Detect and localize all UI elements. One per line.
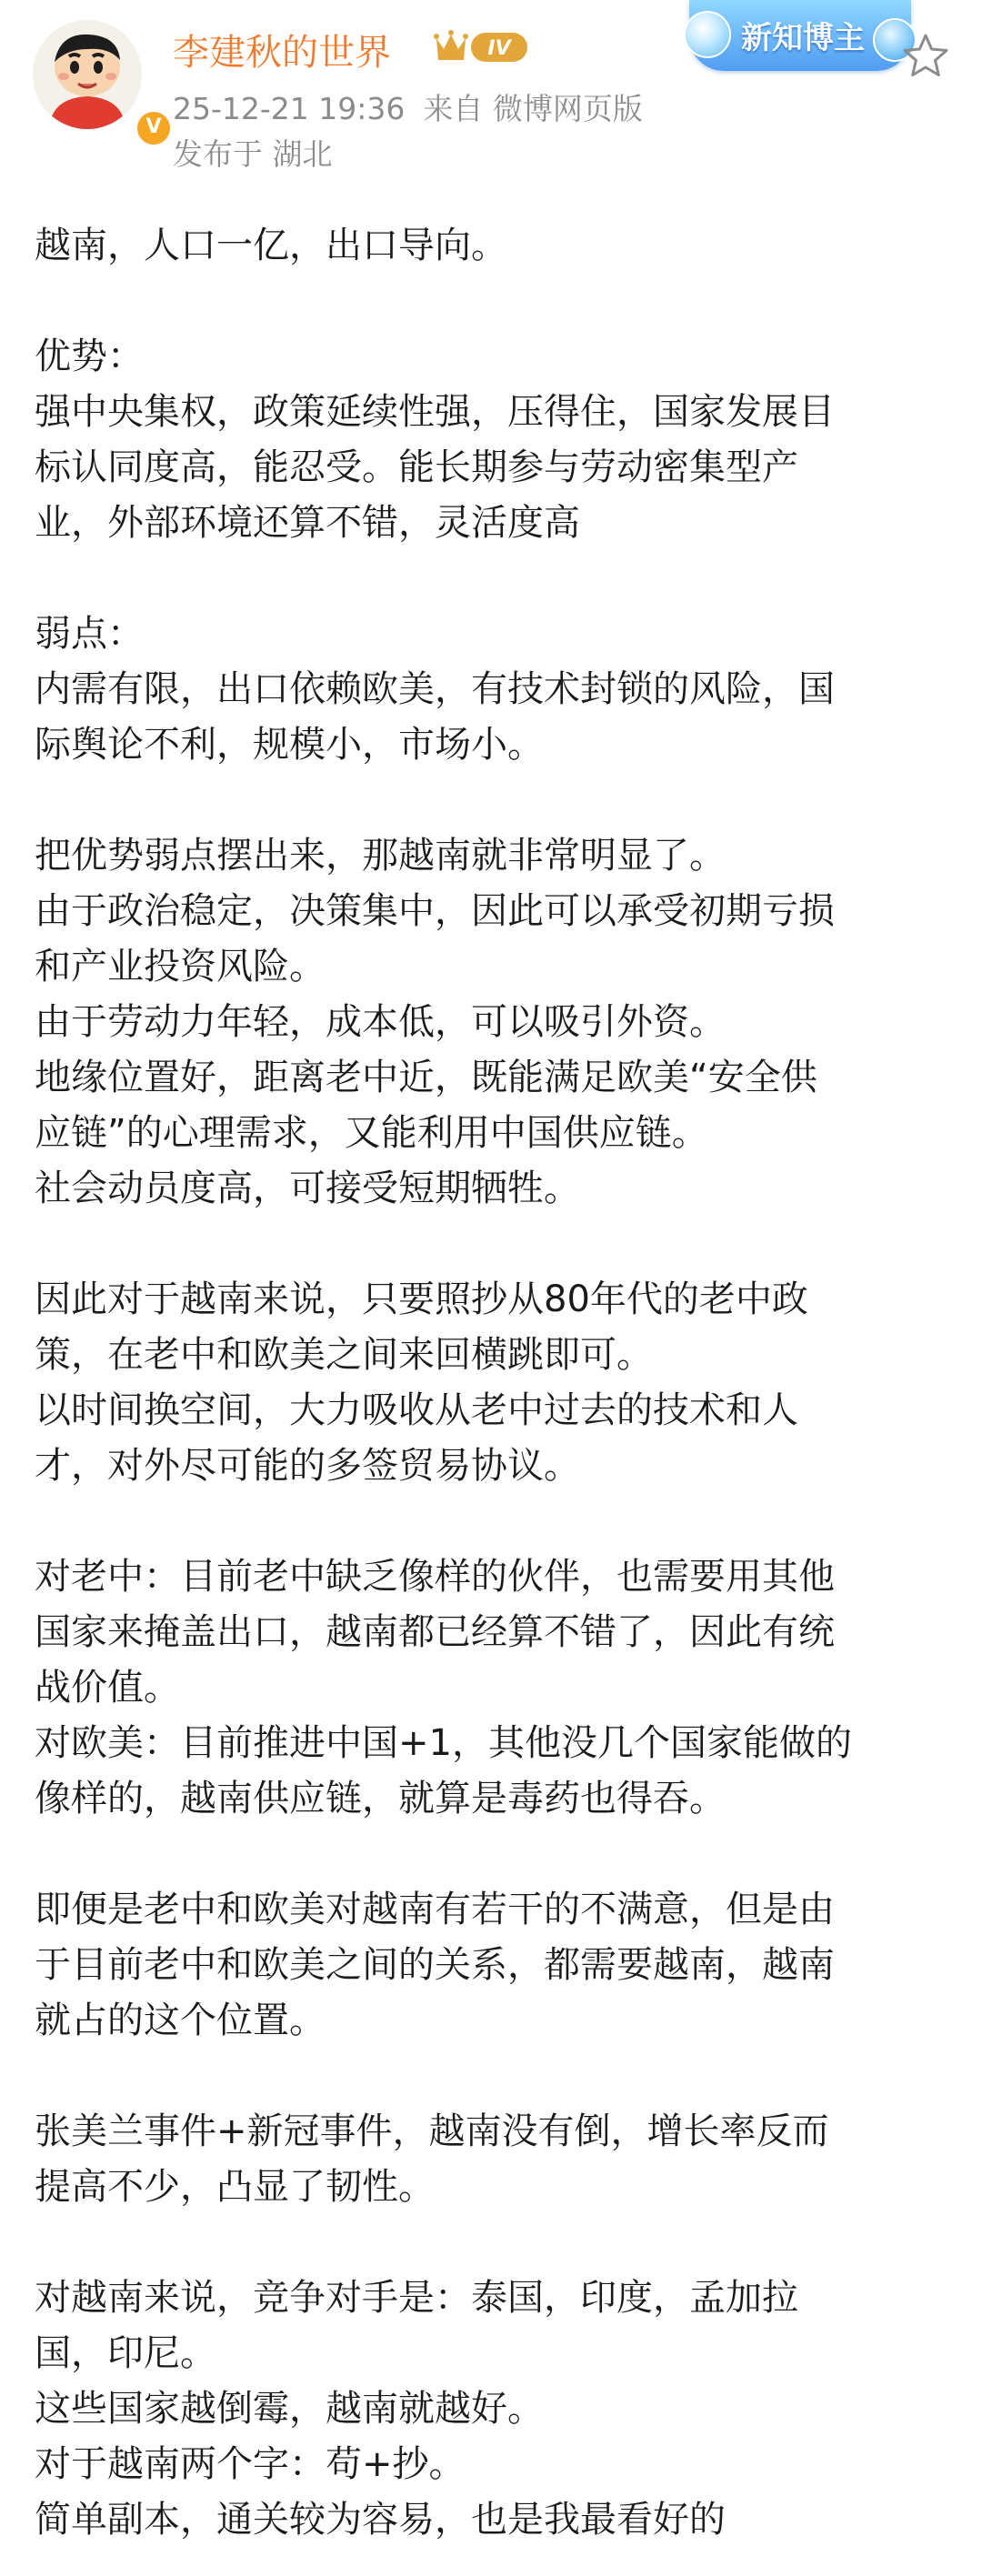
cartoon-avatar-icon [33, 20, 142, 129]
post-source: 来自 微博网页版 [423, 91, 643, 126]
post-text-line: 简单副本，通关较为容易，也是我最看好的 [35, 2499, 726, 2541]
blank-line [35, 1494, 953, 1549]
post-text-line: 越南，人口一亿，出口导向。 [35, 225, 507, 266]
post-text-line: 对越南来说，竞争对手是：泰国，印度，孟加拉 [35, 2277, 798, 2319]
post-text-line: 策，在老中和欧美之间来回横跳即可。 [35, 1334, 653, 1376]
post-text-line: 对老中：目前老中缺乏像样的伙伴，也需要用其他 [35, 1556, 835, 1598]
avatar[interactable] [33, 20, 162, 138]
post-text-line: 和产业投资风险。 [35, 946, 326, 987]
post-text-line: 对于越南两个字：苟+抄。 [35, 2443, 466, 2485]
new-blogger-label: 新知博主 [741, 20, 865, 56]
post-text-line: 才，对外尽可能的多签贸易协议。 [35, 1445, 580, 1487]
post-body [35, 218, 953, 2548]
user-name[interactable]: 李建秋的世界 [173, 32, 391, 74]
post-header [0, 0, 982, 191]
new-blogger-badge[interactable] [689, 0, 911, 71]
post-timestamp: 25-12-21 19:36 [173, 91, 406, 126]
post-text-line: 弱点： [35, 613, 144, 655]
level-crown-badge-icon[interactable] [433, 27, 533, 65]
star-outline-icon[interactable] [900, 31, 951, 82]
blank-line [35, 2215, 953, 2270]
verified-badge: V [135, 109, 173, 147]
post-text-line: 这些国家越倒霉，越南就越好。 [35, 2388, 544, 2430]
post-text-line: 因此对于越南来说，只要照抄从80年代的老中政 [35, 1278, 808, 1320]
post-text-line: 应链”的心理需求，又能利用中国供应链。 [35, 1112, 708, 1154]
text-fade-overlay [727, 2519, 982, 2576]
blank-line [35, 551, 953, 606]
post-text-line: 业，外部环境还算不错，灵活度高 [35, 502, 580, 544]
post-text-line: 战价值。 [35, 1667, 180, 1709]
post-text-line: 优势： [35, 336, 144, 377]
blank-line [35, 773, 953, 828]
post-text-line: 内需有限，出口依赖欧美，有技术封锁的风险，国 [35, 668, 835, 710]
post-text-line: 把优势弱点摆出来，那越南就非常明显了。 [35, 835, 726, 877]
post-text-line: 国，印尼。 [35, 2332, 216, 2374]
post-text-line: 社会动员度高，可接受短期牺牲。 [35, 1168, 580, 1209]
post-meta [173, 85, 661, 128]
post-text-line: 像样的，越南供应链，就算是毒药也得吞。 [35, 1778, 726, 1819]
post-text-line: 对欧美：目前推进中国+1，其他没几个国家能做的 [35, 1722, 852, 1764]
badge-orb-icon [684, 11, 731, 58]
post-text-line: 标认同度高，能忍受。能长期参与劳动密集型产 [35, 446, 798, 488]
blank-line [35, 274, 953, 329]
blank-line [35, 1217, 953, 1272]
post-text-line: 由于政治稳定，决策集中，因此可以承受初期亏损 [35, 890, 835, 932]
post-text-line: 由于劳动力年轻，成本低，可以吸引外资。 [35, 1001, 726, 1043]
post-location: 发布于 湖北 [173, 136, 333, 172]
blank-line [35, 2049, 953, 2104]
post-text-line: 际舆论不利，规模小，市场小。 [35, 724, 544, 766]
post-text-line: 强中央集权，政策延续性强，压得住，国家发展目 [35, 391, 835, 433]
blank-line [35, 1827, 953, 1882]
post-text-line: 于目前老中和欧美之间的关系，都需要越南，越南 [35, 1944, 835, 1986]
post-text-line: 即便是老中和欧美对越南有若干的不满意，但是由 [35, 1889, 835, 1930]
post-text-line: 以时间换空间，大力吸收从老中过去的技术和人 [35, 1389, 798, 1431]
post-text-line: 就占的这个位置。 [35, 2000, 326, 2041]
post-text-line: 地缘位置好，距离老中近，既能满足欧美“安全供 [35, 1057, 817, 1098]
level-badge-text: IV [487, 37, 511, 60]
post-text-line: 国家来掩盖出口，越南都已经算不错了，因此有统 [35, 1611, 835, 1653]
post-text-line: 张美兰事件+新冠事件，越南没有倒，增长率反而 [35, 2110, 829, 2152]
post-text-line: 提高不少，凸显了韧性。 [35, 2166, 435, 2208]
